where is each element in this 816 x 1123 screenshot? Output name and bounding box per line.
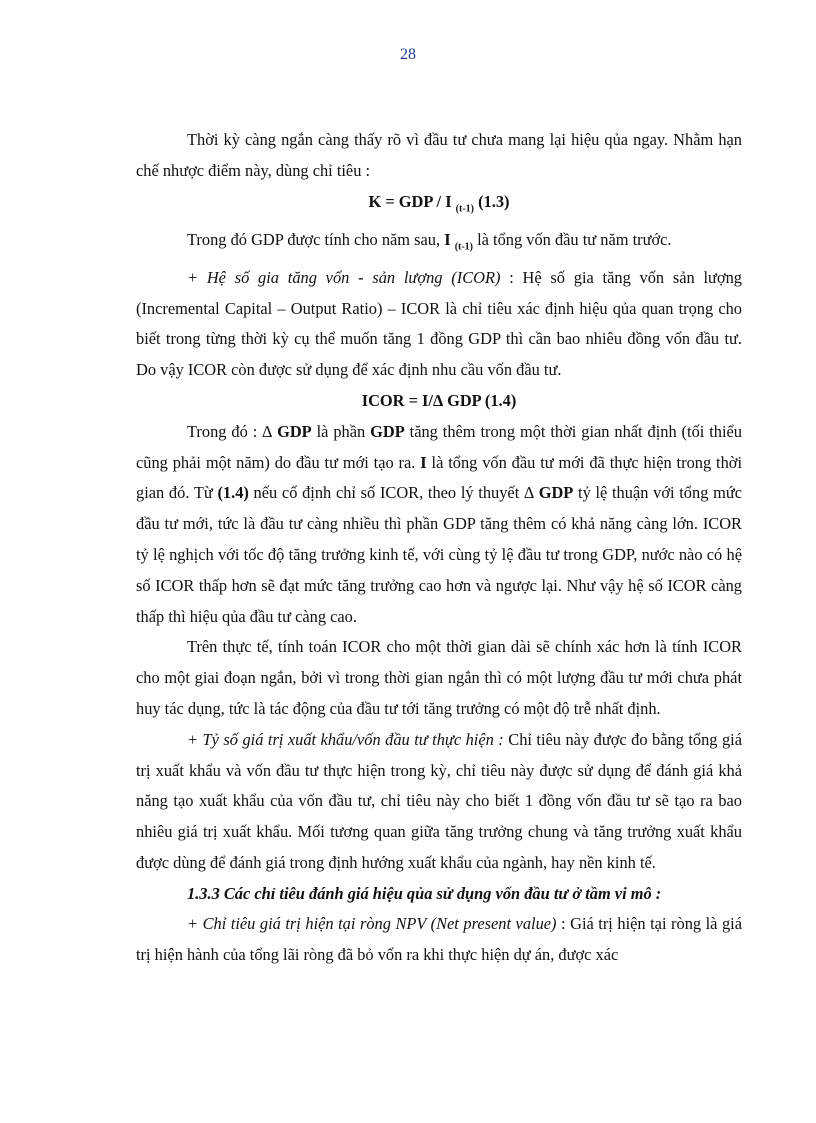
italic-term: + Chỉ tiêu giá trị hiện tại ròng NPV (Net present value)	[187, 914, 557, 934]
paragraph-npv	[136, 909, 742, 971]
paragraph-gdp-definition	[136, 225, 742, 263]
text-run: là tổng vốn đầu tư năm trước.	[473, 229, 672, 249]
bold-run: GDP	[538, 483, 574, 503]
paragraph-icor-definition	[136, 263, 742, 386]
text-run: : Giá trị hiện tại ròng là giá trị hiện hành của tổng lãi ròng đã bỏ vốn ra khi thực hiện dự án, được xác	[136, 914, 742, 965]
text-run: Trong đó GDP được tính cho năm sau,	[187, 229, 445, 249]
formula-main: K = GDP / I	[368, 191, 456, 211]
text-run: nếu cố định chỉ số ICOR, theo lý thuyết ∆	[248, 483, 539, 503]
bold-run: GDP	[370, 421, 405, 441]
formula-subscript: (t-1)	[455, 202, 474, 214]
text-run: là tổng vốn đầu tư mới đã thực hiện trong thời gian đó. Từ	[136, 452, 742, 503]
section-heading-1-3-3: 1.3.3 Các chỉ tiêu đánh giá hiệu qủa sử dụng vốn đầu tư ở tầm vi mô :	[187, 883, 662, 903]
text-run: Chỉ tiêu này được đo bằng tổng giá trị xuất khẩu và vốn đầu tư thực hiện trong kỳ, chỉ tiêu này được sử dụng để đánh giá khả năng tạo xuất khẩu của vốn đầu tư, chỉ tiêu này cho biết 1 đồng vốn đầu tư sẽ tạo ra bao nhiêu giá trị xuất khẩu. Mối tương quan giữa tăng trưởng chung và tăng trưởng xuất khẩu được dùng để đánh giá trong định hướng xuất khẩu của ngành, hay nền kinh tế.	[136, 729, 742, 872]
text-run: là phần	[311, 421, 371, 441]
page-content	[136, 125, 742, 971]
text-run: : Hệ số gia tăng vốn sản lượng (Incremental Capital – Output Ratio) – ICOR là chỉ tiêu xác định hiệu qủa quan trọng cho biết trong từng thời kỳ cụ thể muốn tăng 1 đồng GDP thì cần bao nhiêu đồng vốn đầu tư. Do vậy ICOR còn được sử dụng để xác định nhu cầu vốn đầu tư.	[136, 267, 742, 380]
formula-1-3	[136, 187, 742, 225]
formula-tag: (1.3)	[474, 191, 510, 211]
bold-run: (1.4)	[217, 483, 249, 503]
italic-term: + Tỷ số giá trị xuất khẩu/vốn đầu tư thực hiện :	[187, 729, 504, 749]
italic-term: + Hệ số gia tăng vốn - sản lượng (ICOR)	[187, 267, 501, 287]
page-number: 28	[400, 46, 416, 63]
text-run: tăng thêm trong một thời gian nhất định (tối thiểu cũng phải một năm) do đầu tư mới tạo ra.	[136, 421, 742, 472]
bold-run: I	[420, 452, 427, 472]
paragraph-export-ratio	[136, 725, 742, 879]
subscript-run: (t-1)	[454, 240, 474, 252]
bold-run: GDP	[277, 421, 312, 441]
paragraph-icor-practice: Trên thực tế, tính toán ICOR cho một thời gian dài sẽ chính xác hơn là tính ICOR cho một giai đoạn ngắn, bởi vì trong thời gian ngắn thì có một lượng đầu tư mới chưa phát huy tác dụng, tức là tác động của đầu tư tới tăng trưởng có một độ trễ nhất định.	[136, 637, 742, 718]
bold-run: I	[444, 229, 451, 249]
text-run: Trong đó : ∆	[187, 421, 278, 441]
paragraph-intro: Thời kỳ càng ngắn càng thấy rõ vì đầu tư chưa mang lại hiệu qủa ngay. Nhằm hạn chế nhược điểm này, dùng chỉ tiêu :	[136, 130, 742, 180]
paragraph-icor-explanation	[136, 417, 742, 633]
formula-1-4: ICOR = I/∆ GDP (1.4)	[361, 390, 517, 410]
text-run: tỷ lệ thuận với tổng mức đầu tư mới, tức là đầu tư càng nhiều thì phần GDP tăng thêm có khả năng càng lớn. ICOR tỷ lệ nghịch với tốc độ tăng trưởng kinh tế, với cùng tỷ lệ đầu tư trong GDP, nước nào có hệ số ICOR thấp hơn sẽ đạt mức tăng trưởng cao hơn và ngược lại. Như vậy hệ số ICOR càng thấp thì hiệu qủa đầu tư càng cao.	[136, 483, 743, 626]
